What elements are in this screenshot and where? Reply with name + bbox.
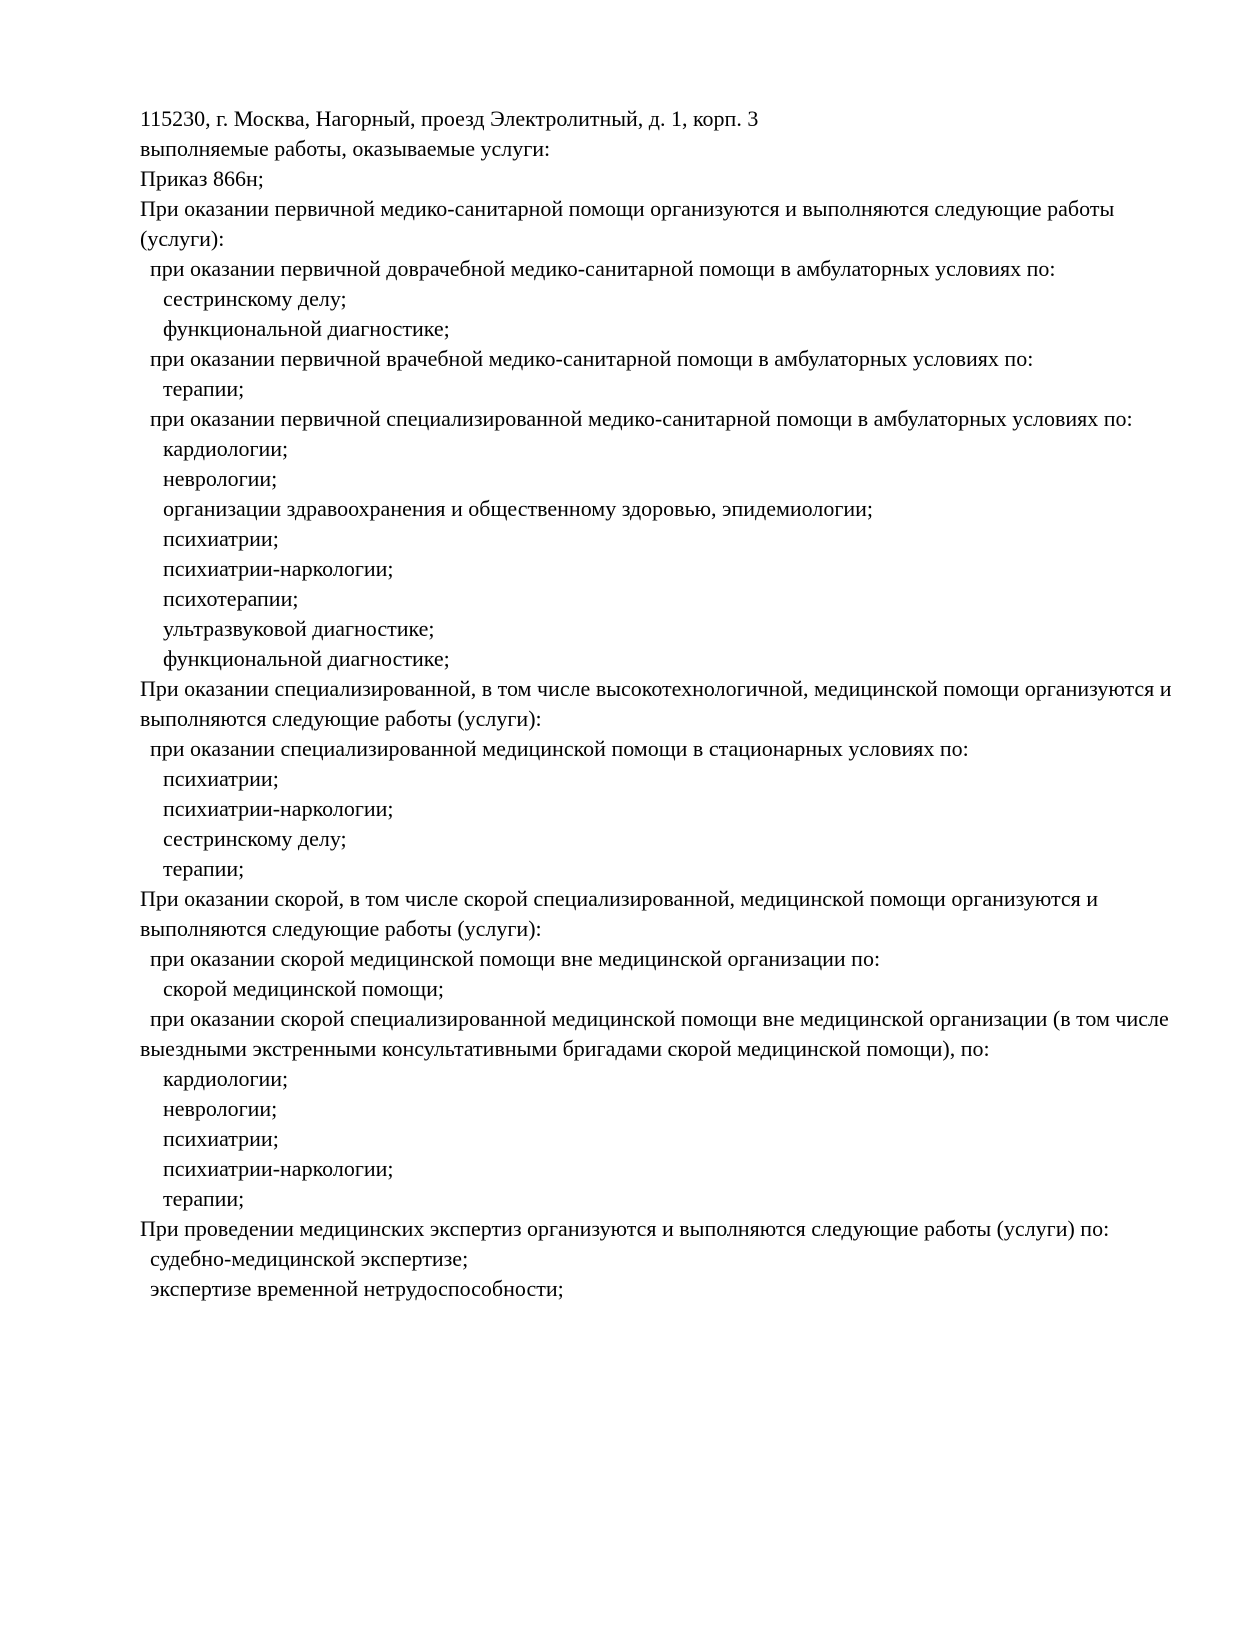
document-line: психиатрии;	[163, 766, 279, 791]
document-line: При оказании первичной медико-санитарной помощи организуются и выполняются следующие работы (услуги):	[140, 196, 1115, 251]
document-line: организации здравоохранения и общественному здоровью, эпидемиологии;	[163, 496, 874, 521]
document-line: психиатрии-наркологии;	[163, 1156, 394, 1181]
document-line: неврологии;	[163, 466, 278, 491]
document-line: судебно-медицинской экспертизе;	[150, 1246, 469, 1271]
document-line: ультразвуковой диагностике;	[163, 616, 435, 641]
document-line: неврологии;	[163, 1096, 278, 1121]
document-line: кардиологии;	[163, 436, 289, 461]
document-line: терапии;	[163, 376, 245, 401]
document-line: При оказании специализированной, в том числе высокотехнологичной, медицинской помощи организуются и выполняются следующие работы (услуги):	[140, 676, 1172, 731]
document-line: функциональной диагностике;	[163, 646, 450, 671]
document-line: 115230, г. Москва, Нагорный, проезд Электролитный, д. 1, корп. 3	[140, 106, 759, 131]
document-line: психиатрии-наркологии;	[163, 556, 394, 581]
document-line: скорой медицинской помощи;	[163, 976, 445, 1001]
document-line: при оказании специализированной медицинской помощи в стационарных условиях по:	[150, 736, 969, 761]
document-line: сестринскому делу;	[163, 286, 347, 311]
document-line: При проведении медицинских экспертиз организуются и выполняются следующие работы (услуги) по:	[140, 1216, 1110, 1241]
document-line: При оказании скорой, в том числе скорой специализированной, медицинской помощи организуются и выполняются следующие работы (услуги):	[140, 886, 1099, 941]
document-line: при оказании первичной врачебной медико-санитарной помощи в амбулаторных условиях по:	[150, 346, 1034, 371]
document-line: выполняемые работы, оказываемые услуги:	[140, 136, 551, 161]
document-line: при оказании скорой специализированной медицинской помощи вне медицинской организации (в том числе выездными экстренными консультативными бригадами скорой медицинской помощи), по:	[140, 1006, 1169, 1061]
document-line: психиатрии;	[163, 526, 279, 551]
document-line: сестринскому делу;	[163, 826, 347, 851]
document-line: терапии;	[163, 1186, 245, 1211]
document-line: психиатрии;	[163, 1126, 279, 1151]
document-line: при оказании первичной доврачебной медико-санитарной помощи в амбулаторных условиях по:	[150, 256, 1056, 281]
document-line: психотерапии;	[163, 586, 299, 611]
document-line: экспертизе временной нетрудоспособности;	[150, 1276, 564, 1301]
document-line: Приказ 866н;	[140, 166, 264, 191]
document-line: функциональной диагностике;	[163, 316, 450, 341]
document-line: терапии;	[163, 856, 245, 881]
document-line: при оказании первичной специализированной медико-санитарной помощи в амбулаторных условиях по:	[150, 406, 1133, 431]
document-line: психиатрии-наркологии;	[163, 796, 394, 821]
document-line: кардиологии;	[163, 1066, 289, 1091]
document-line: при оказании скорой медицинской помощи вне медицинской организации по:	[150, 946, 881, 971]
